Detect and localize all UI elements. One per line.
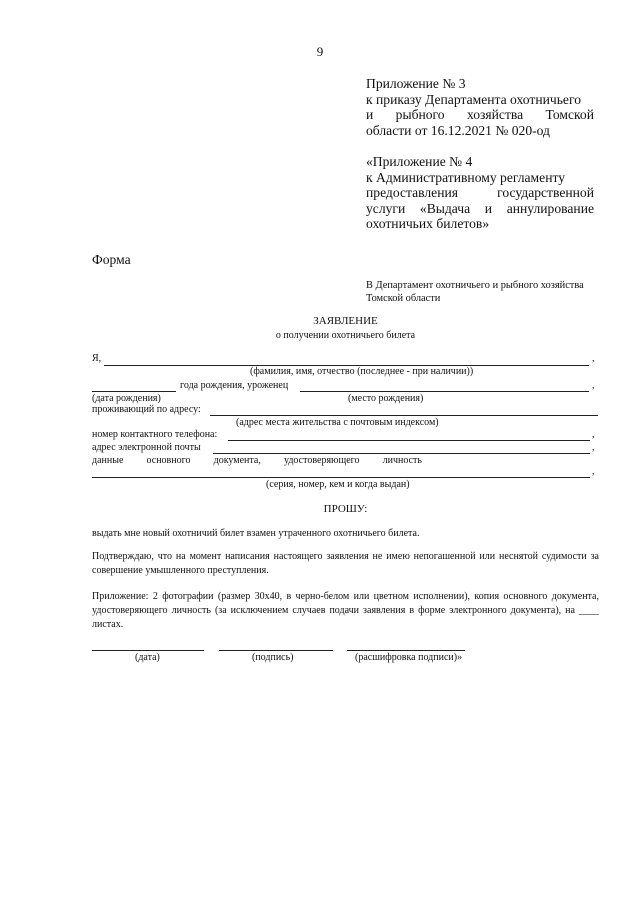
appendix-4-block xyxy=(366,154,594,232)
document-word-2: основного xyxy=(146,455,191,466)
appendix-4-service-end: охотничьих билетов» xyxy=(366,216,490,231)
appendix-4-service: предоставления государственной xyxy=(366,185,594,200)
date-sign-hint: (дата) xyxy=(135,652,160,663)
address-label: проживающий по адресу: xyxy=(92,404,201,415)
fio-comma: , xyxy=(592,353,595,364)
attachment-text: Приложение: 2 фотографии (размер 30х40, в черно-белом или цветном исполнении), копия основного документа, удостоверяющего личность (за исключением случаев подачи заявления в форме электронного документа), на ____ листах. xyxy=(92,591,599,630)
birth-place-hint: (место рождения) xyxy=(348,393,424,404)
form-label: Форма xyxy=(92,252,131,267)
addressee xyxy=(366,279,606,305)
appendix-4-service-name: услуги «Выдача и аннулирование xyxy=(366,200,594,216)
ya-label: Я, xyxy=(92,353,102,364)
document-hint: (серия, номер, кем и когда выдан) xyxy=(266,479,410,490)
birth-comma: , xyxy=(592,380,595,391)
appendix-3-block xyxy=(366,76,594,138)
email-label: адрес электронной почты xyxy=(92,442,201,453)
document-input-line[interactable] xyxy=(92,477,590,478)
birth-date-input-line[interactable] xyxy=(92,391,176,392)
email-comma: , xyxy=(592,442,595,453)
document-comma: , xyxy=(592,466,595,477)
page-number: 9 xyxy=(316,44,324,59)
request-text: выдать мне новый охотничий билет взамен утраченного охотничьего билета. xyxy=(92,528,420,539)
birth-year-text: года рождения, уроженец xyxy=(180,380,289,391)
appendix-4-title: «Приложение № 4 xyxy=(366,154,473,169)
phone-label: номер контактного телефона: xyxy=(92,429,218,440)
document-word-1: данные xyxy=(92,455,124,466)
birth-date-hint: (дата рождения) xyxy=(92,393,161,404)
phone-comma: , xyxy=(592,429,595,440)
signature-line[interactable] xyxy=(219,650,333,651)
email-input-line[interactable] xyxy=(213,453,590,454)
appendix-3-ref: к приказу Департамента охотничьего xyxy=(366,91,581,107)
document-subtitle: о получении охотничьего билета xyxy=(275,330,416,341)
address-input-line[interactable] xyxy=(210,415,598,416)
confirm-text: Подтверждаю, что на момент написания настоящего заявления не имею непогашенной или неснятой судимости за совершение умышленного преступления. xyxy=(92,551,599,576)
document-word-3: документа, xyxy=(213,455,261,466)
fio-hint: (фамилия, имя, отчество (последнее - при наличии)) xyxy=(250,366,474,377)
decoding-hint: (расшифровка подписи)» xyxy=(355,652,463,663)
address-hint: (адрес места жительства с почтовым индексом) xyxy=(236,417,439,428)
appendix-3-title: Приложение № 3 xyxy=(366,76,466,91)
request-title: ПРОШУ: xyxy=(323,503,368,515)
appendix-3-date: области от 16.12.2021 № 020-од xyxy=(366,122,550,138)
document-title: ЗАЯВЛЕНИЕ xyxy=(313,315,378,327)
appendix-4-regulation: к Административному регламенту xyxy=(366,169,566,185)
appendix-3-dept: и рыбного хозяйства Томской xyxy=(366,107,594,122)
document-word-5: личность xyxy=(382,455,422,466)
addressee-line-1: В Департамент охотничьего и рыбного хозяйства xyxy=(366,280,584,291)
birth-place-input-line[interactable] xyxy=(300,391,589,392)
signature-hint: (подпись) xyxy=(252,652,294,663)
document-label xyxy=(92,455,422,466)
decoding-line[interactable] xyxy=(347,650,465,651)
date-sign-line[interactable] xyxy=(92,650,204,651)
phone-input-line[interactable] xyxy=(228,440,590,441)
addressee-line-2: Томской области xyxy=(366,293,441,304)
document-word-4: удостоверяющего xyxy=(283,455,360,466)
